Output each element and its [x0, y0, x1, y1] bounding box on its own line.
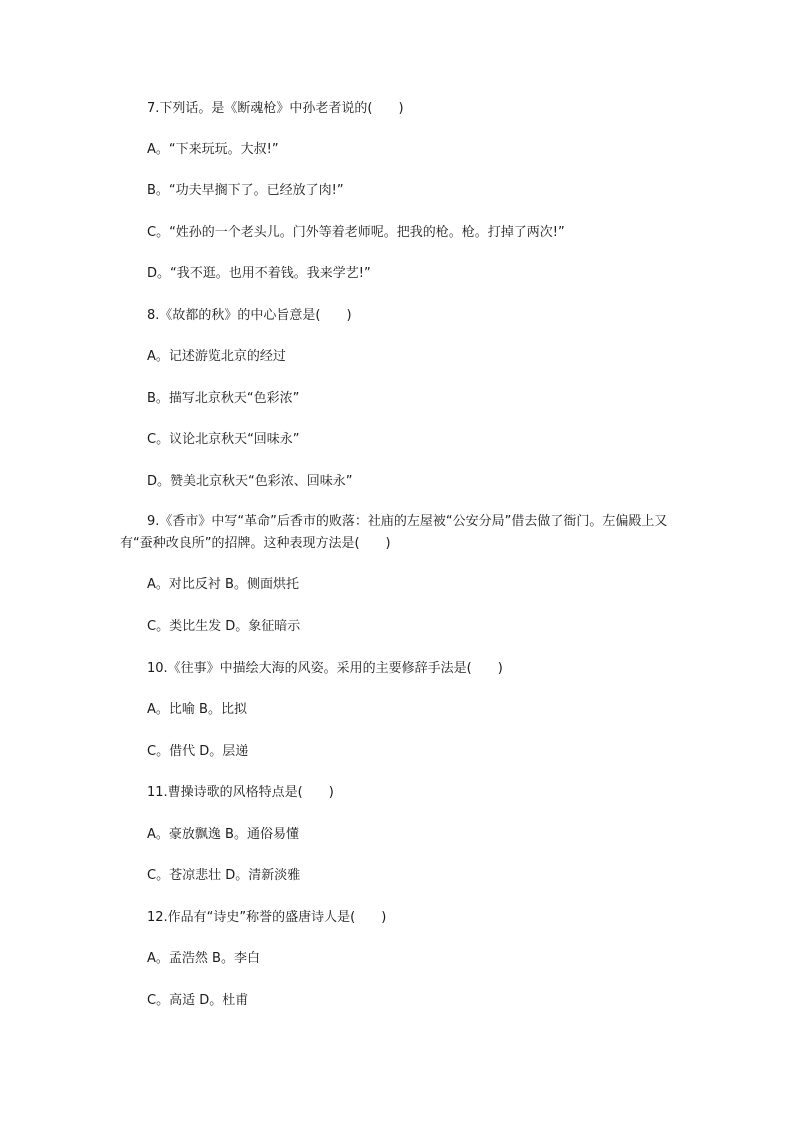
question-11-stem: 11.曹操诗歌的风格特点是( ) [147, 785, 334, 800]
question-7-option-d: D。“我不逛。也用不着钱。我来学艺!” [147, 266, 371, 281]
question-10-stem: 10.《往事》中描绘大海的风姿。采用的主要修辞手法是( ) [147, 661, 503, 676]
question-11-options-cd: C。苍凉悲壮 D。清新淡雅 [147, 868, 301, 883]
question-12-options-ab: A。孟浩然 B。李白 [147, 951, 260, 966]
question-12-stem: 12.作品有“诗史”称誉的盛唐诗人是( ) [147, 910, 387, 925]
question-8-option-d: D。赞美北京秋天“色彩浓、回味永” [147, 474, 353, 489]
question-8-stem: 8.《故都的秋》的中心旨意是( ) [147, 308, 352, 323]
question-12-options-cd: C。高适 D。杜甫 [147, 993, 249, 1008]
question-9-stem: 9.《香市》中写“革命”后香市的败落：社庙的左屋被“公安分局”借去做了衙门。左偏殿上又有“蚕种改良所”的招牌。这种表现方法是( ) [120, 514, 668, 551]
question-7-option-a: A。“下来玩玩。大叔!” [147, 142, 279, 157]
question-7-option-c: C。“姓孙的一个老头儿。门外等着老师呢。把我的枪。枪。打掉了两次!” [147, 225, 565, 240]
question-10-options-ab: A。比喻 B。比拟 [147, 702, 247, 717]
question-8-option-b: B。描写北京秋天“色彩浓” [147, 391, 300, 406]
question-8-option-a: A。记述游览北京的经过 [147, 349, 286, 364]
question-11-options-ab: A。豪放飘逸 B。通俗易懂 [147, 827, 299, 842]
question-9-options-cd: C。类比生发 D。象征暗示 [147, 619, 301, 634]
question-9-options-ab: A。对比反衬 B。侧面烘托 [147, 577, 299, 592]
question-7-option-b: B。“功夫早搁下了。已经放了肉!” [147, 183, 344, 198]
question-7-stem: 7.下列话。是《断魂枪》中孙老者说的( ) [147, 101, 404, 116]
question-10-options-cd: C。借代 D。层递 [147, 744, 249, 759]
question-8-option-c: C。议论北京秋天“回味永” [147, 432, 300, 447]
